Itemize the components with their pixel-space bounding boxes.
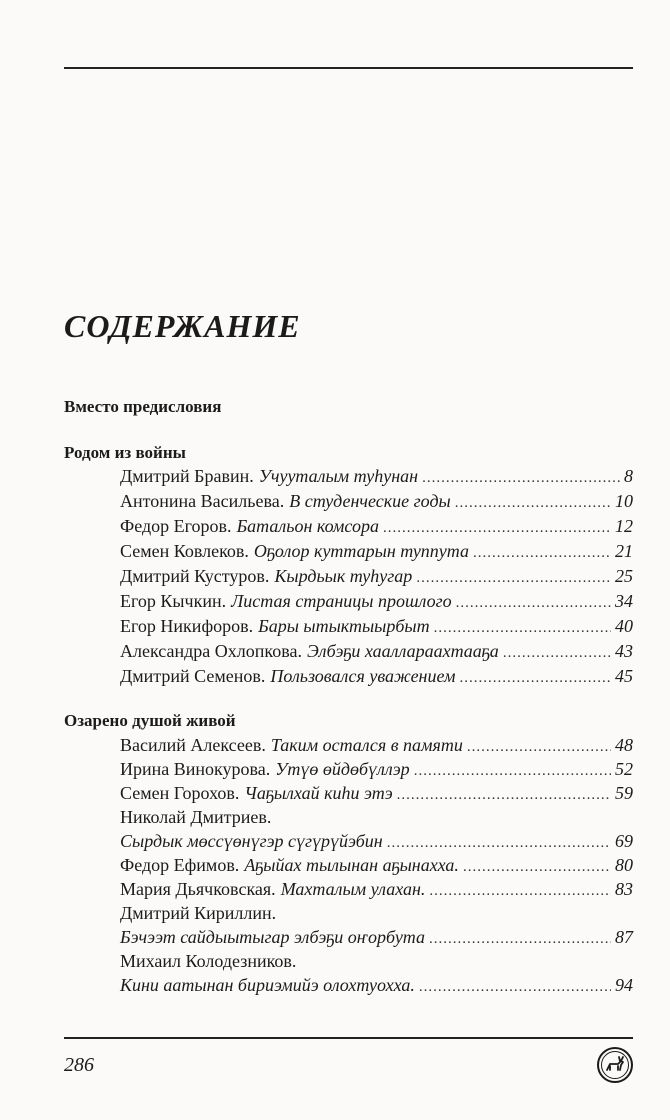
entry-page: 25 xyxy=(615,566,633,586)
entry-author: Егор Никифоров. xyxy=(120,616,254,636)
entry-title: В студенческие годы xyxy=(289,491,451,511)
entry-author: Федор Ефимов. xyxy=(120,855,240,875)
leader-dots xyxy=(397,787,611,804)
entry-page: 45 xyxy=(615,666,633,686)
section-war: Родом из войны xyxy=(64,443,186,462)
leader-dots xyxy=(455,495,611,512)
page-title: СОДЕРЖАНИЕ xyxy=(64,308,301,344)
entry-page: 52 xyxy=(615,759,633,779)
entry-author: Александра Охлопкова. xyxy=(120,641,302,661)
entry-title: Пользовался уважением xyxy=(270,666,456,686)
entry-title: Аҕыйах тылынан аҕынахха. xyxy=(244,855,459,875)
entry-page: 21 xyxy=(615,541,633,561)
entry-author: Федор Егоров. xyxy=(120,516,232,536)
leader-dots xyxy=(414,763,611,780)
entry-title: Батальон комсора xyxy=(236,516,379,536)
entry-author: Дмитрий Бравин. xyxy=(120,466,254,486)
entry-author: Ирина Винокурова. xyxy=(120,759,271,779)
toc-entry xyxy=(120,491,633,512)
entry-title: Бэчээт сайдыытыгар элбэҕи оҥорбута xyxy=(120,927,426,947)
entry-author: Дмитрий Кириллин. xyxy=(120,903,277,923)
header-rule xyxy=(64,67,633,69)
entry-title: Утүө өйдөбүллэр xyxy=(275,759,410,779)
toc-entry xyxy=(120,466,633,487)
leader-dots xyxy=(434,620,611,637)
entry-title: Чаҕылхай киһи этэ xyxy=(244,783,393,803)
leader-dots xyxy=(467,739,611,756)
toc-entry xyxy=(120,516,633,537)
entry-title: Сырдык мөссүөнүгэр сүгүрүйэбин xyxy=(120,831,383,851)
leader-dots xyxy=(387,835,611,852)
entry-author: Дмитрий Кустуров. xyxy=(120,566,270,586)
page-number: 286 xyxy=(64,1054,94,1076)
entry-author: Мария Дьячковская. xyxy=(120,879,276,899)
entry-page: 59 xyxy=(615,783,633,803)
leader-dots xyxy=(460,670,611,687)
leader-dots xyxy=(416,570,611,587)
entry-author: Семен Ковлеков. xyxy=(120,541,249,561)
entry-title: Кини аатынан бириэмийэ олохтуохха. xyxy=(120,975,415,995)
leader-dots xyxy=(429,883,611,900)
toc-entry xyxy=(120,566,633,587)
entry-title: Бары ытыктыырбыт xyxy=(258,616,430,636)
entry-author: Николай Дмитриев. xyxy=(120,807,272,827)
toc-entry xyxy=(120,927,633,948)
entry-author: Семен Горохов. xyxy=(120,783,240,803)
footer-rule xyxy=(64,1037,633,1039)
entry-page: 80 xyxy=(615,855,633,875)
leader-dots xyxy=(456,595,611,612)
entry-page: 10 xyxy=(615,491,633,511)
section-soul: Озарено душой живой xyxy=(64,711,236,730)
toc-entry xyxy=(120,541,633,562)
leader-dots xyxy=(429,931,611,948)
toc-entry xyxy=(120,975,633,996)
entry-page: 87 xyxy=(615,927,633,947)
leader-dots xyxy=(503,645,611,662)
toc-entry xyxy=(120,831,633,852)
entry-page: 94 xyxy=(615,975,633,995)
toc-entry xyxy=(120,616,633,637)
entry-author: Василий Алексеев. xyxy=(120,735,266,755)
entry-title: Кырдьык туһугар xyxy=(274,566,413,586)
entry-page: 69 xyxy=(615,831,633,851)
toc-entry xyxy=(120,641,633,662)
toc-entry xyxy=(120,591,633,612)
toc-entry xyxy=(120,879,633,900)
entry-title: Махталым улахан. xyxy=(280,879,426,899)
entry-page: 40 xyxy=(615,616,633,636)
entry-page: 83 xyxy=(615,879,633,899)
entry-page: 8 xyxy=(624,466,633,486)
leader-dots xyxy=(419,979,611,996)
entry-page: 12 xyxy=(615,516,633,536)
leader-dots xyxy=(422,470,620,487)
toc-entry xyxy=(120,666,633,687)
leader-dots xyxy=(383,520,611,537)
leader-dots xyxy=(463,859,611,876)
entry-author: Егор Кычкин. xyxy=(120,591,227,611)
deer-emblem-icon xyxy=(596,1046,634,1084)
leader-dots xyxy=(473,545,611,562)
entry-author: Михаил Колодезников. xyxy=(120,951,297,971)
toc-entry xyxy=(120,759,633,780)
section-preface: Вместо предисловия xyxy=(64,397,222,416)
entry-author: Дмитрий Семенов. xyxy=(120,666,266,686)
entry-page: 34 xyxy=(615,591,633,611)
entry-title: Листая страницы прошлого xyxy=(231,591,452,611)
entry-title: Элбэҕи хааллараахтааҕа xyxy=(306,641,499,661)
toc-entry xyxy=(120,783,633,804)
entry-title: Таким остался в памяти xyxy=(270,735,463,755)
entry-title: Учууталым туһунан xyxy=(258,466,419,486)
entry-title: Оҕолор куттарын туппута xyxy=(253,541,470,561)
toc-entry xyxy=(120,855,633,876)
entry-author: Антонина Васильева. xyxy=(120,491,285,511)
entry-page: 43 xyxy=(615,641,633,661)
toc-entry xyxy=(120,735,633,756)
entry-page: 48 xyxy=(615,735,633,755)
